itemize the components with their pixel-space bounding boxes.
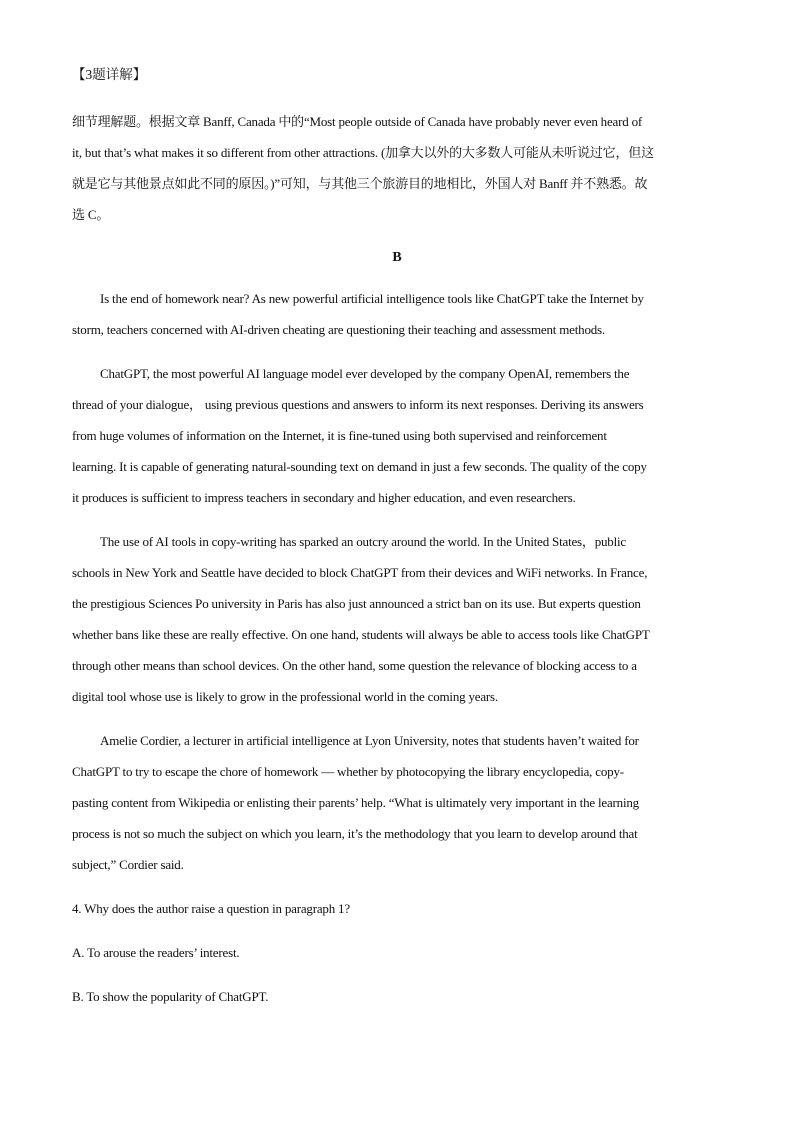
- question-stem: 4. Why does the author raise a question in paragraph 1?: [72, 901, 350, 916]
- section-header: 【3题详解】: [72, 67, 147, 82]
- passage-paragraph-3: [72, 526, 722, 712]
- paragraph-line: Amelie Cordier, a lecturer in artificial intelligence at Lyon University, notes that students haven’t waited for: [100, 733, 639, 748]
- paragraph-line: through other means than school devices. On the other hand, some question the relevance of blocking access to a: [72, 658, 637, 673]
- paragraph-line: ChatGPT, the most powerful AI language model ever developed by the company OpenAI, remembers the: [100, 366, 630, 381]
- paragraph-line: it produces is sufficient to impress teachers in secondary and higher education, and even researchers.: [72, 490, 576, 505]
- document-page: [72, 60, 722, 1025]
- passage-paragraph-1: [72, 283, 722, 345]
- paragraph-line: the prestigious Sciences Po university in Paris has also just announced a strict ban on its use. But experts question: [72, 596, 641, 611]
- paragraph-line: ChatGPT to try to escape the chore of homework — whether by photocopying the library encyclopedia, copy-: [72, 764, 624, 779]
- paragraph-line: learning. It is capable of generating natural-sounding text on demand in just a few seconds. The quality of the copy: [72, 459, 647, 474]
- passage-paragraph-2: [72, 358, 722, 513]
- explanation-line: 选 C。: [72, 207, 110, 222]
- paragraph-line: pasting content from Wikipedia or enlisting their parents’ help. “What is ultimately very important in the learning: [72, 795, 639, 810]
- passage-letter: B: [392, 250, 402, 265]
- explanation-line: it, but that’s what makes it so different from other attractions. (加拿大以外的大多数人可能从未听说过它，但这: [72, 145, 654, 160]
- question-option-a: A. To arouse the readers’ interest.: [72, 945, 240, 960]
- paragraph-line: storm, teachers concerned with AI-driven cheating are questioning their teaching and assessment methods.: [72, 322, 605, 337]
- paragraph-line: digital tool whose use is likely to grow in the professional world in the coming years.: [72, 689, 498, 704]
- explanation-paragraph: [72, 106, 722, 230]
- paragraph-line: process is not so much the subject on which you learn, it’s the methodology that you learn to develop around that: [72, 826, 638, 841]
- paragraph-line: thread of your dialogue， using previous questions and answers to inform its next responses. Deriving its answers: [72, 397, 644, 412]
- paragraph-line: subject,” Cordier said.: [72, 857, 184, 872]
- passage-paragraph-4: [72, 725, 722, 880]
- paragraph-line: schools in New York and Seattle have decided to block ChatGPT from their devices and WiFi networks. In France,: [72, 565, 648, 580]
- explanation-line: 细节理解题。根据文章 Banff, Canada 中的“Most people outside of Canada have probably never even heard of: [72, 114, 643, 129]
- paragraph-line: from huge volumes of information on the Internet, it is fine-tuned using both supervised and reinforcement: [72, 428, 607, 443]
- question-option-b: B. To show the popularity of ChatGPT.: [72, 989, 269, 1004]
- explanation-line: 就是它与其他景点如此不同的原因。)”可知，与其他三个旅游目的地相比，外国人对 Banff 并不熟悉。故: [72, 176, 648, 191]
- paragraph-line: whether bans like these are really effective. On one hand, students will always be able to access tools like ChatGPT: [72, 627, 650, 642]
- paragraph-line: Is the end of homework near? As new powerful artificial intelligence tools like ChatGPT take the Internet by: [100, 291, 644, 306]
- paragraph-line: The use of AI tools in copy-writing has sparked an outcry around the world. In the United States，public: [100, 534, 627, 549]
